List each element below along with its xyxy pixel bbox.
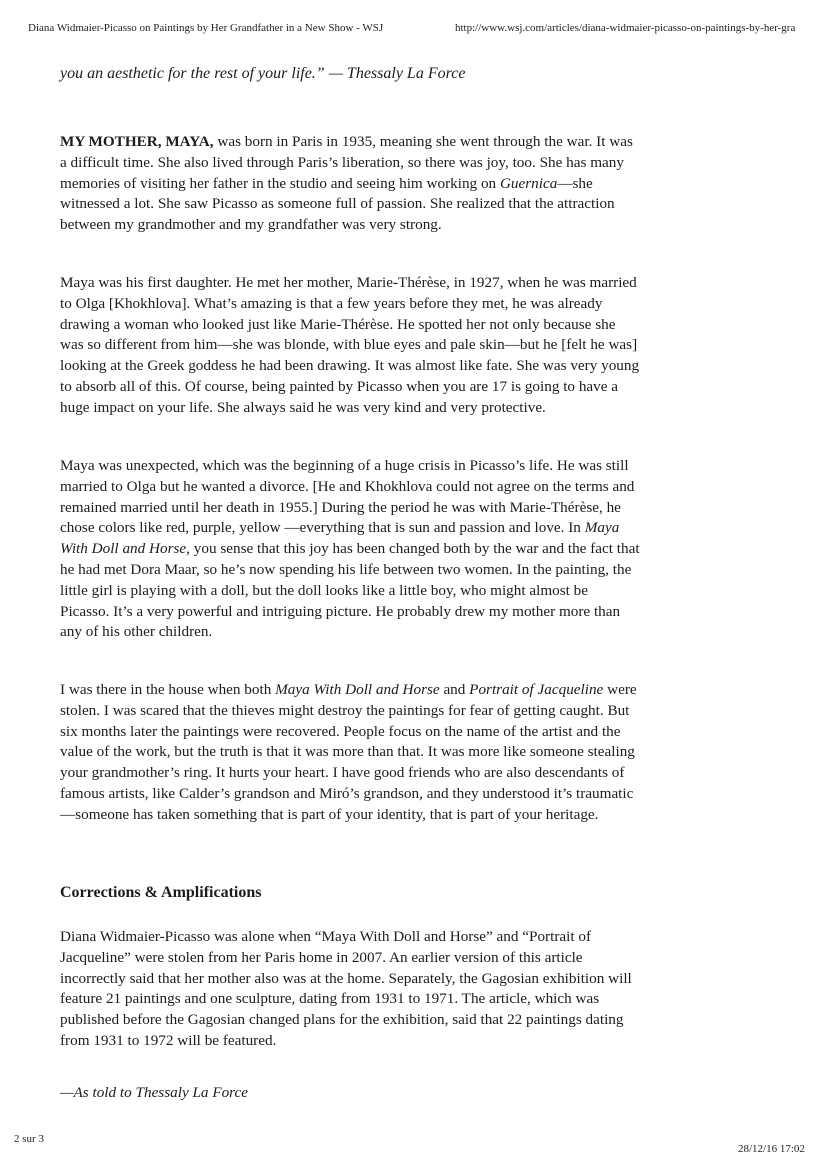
paragraph-lead: MY MOTHER, MAYA, [60, 133, 214, 150]
print-header-title: Diana Widmaier-Picasso on Paintings by Her Grandfather in a New Show - WSJ [28, 22, 384, 34]
paragraph-3-text-b: , you sense that this joy has been changed both by the war and the fact that he had met Dora Maar, so he’s now spending his life between two women. In the painting, the little girl is playing with a doll, but the doll looks like a little boy, who might almost be Picasso. It’s a very powerful and intriguing picture. He probably drew my mother more than any of his other children. [60, 540, 640, 641]
print-footer-page: 2 sur 3 [14, 1133, 44, 1145]
paragraph-4-text-b: were stolen. I was scared that the thieves might destroy the paintings for fear of getting caught. But six months later the paintings were recovered. People focus on the name of the artist and the value of the work, but the truth is that it was more than that. It was more like someone stealing your grandmother’s ring. It hurts your heart. I have good friends who are also descendants of famous artists, like Calder’s grandson and Miró’s grandson, and they understood it’s traumatic—someone has taken something that is part of your identity, that is part of your heritage. [60, 681, 637, 823]
paragraph-3 [60, 456, 640, 643]
paragraph-1-text-a: was born in Paris in 1935, meaning she went through the war. It was a difficult time. She also lived through Paris’s liberation, so there was joy, too. She has many memories of visiting her father in the studio and seeing him working on [60, 133, 633, 192]
quote-tail: you an aesthetic for the rest of your life.” — Thessaly La Force [60, 65, 466, 82]
paragraph-4-text-mid: and [439, 681, 470, 698]
work-title-guernica: Guernica [499, 174, 558, 192]
paragraph-4 [60, 680, 640, 826]
paragraph-4-text-a: I was there in the house when both [60, 681, 276, 698]
work-title-jacqueline: Portrait of Jacqueline [469, 681, 604, 698]
work-title-maya-2: Maya With Doll and Horse [275, 681, 440, 698]
paragraph-2: Maya was his first daughter. He met her mother, Marie-Thérèse, in 1927, when he was married to Olga [Khokhlova]. What’s amazing is that a few years before they met, he was already drawing a woman who looked just like Marie-Thérèse. He spotted her not only because she was so different from him—she was blonde, with blue eyes and pale skin—but he [felt he was] looking at the Greek goddess he had been drawing. It was almost like fate. She was very young to absorb all of this. Of course, being painted by Picasso when you are 17 is going to have a huge impact on your life. She always said he was very kind and very protective. [60, 274, 640, 416]
work-title-maya: Maya With Doll and Horse [60, 519, 620, 558]
signoff: —As told to Thessaly La Force [60, 1084, 249, 1101]
paragraph-3-text-a: Maya was unexpected, which was the beginning of a huge crisis in Picasso’s life. He was still married to Olga but he wanted a divorce. [He and Khokhlova could not agree on the terms and remained married until her death in 1955.] During the period he was with Marie-Thérèse, he chose colors like red, purple, yellow —everything that is sun and passion and love. In [60, 457, 635, 537]
paragraph-1 [60, 132, 640, 236]
paragraph-1-text-b: —she witnessed a lot. She saw Picasso as someone full of passion. She realized that the attraction between my grandmother and my grandfather was very strong. [60, 174, 615, 234]
print-header-url: http://www.wsj.com/articles/diana-widmaier-picasso-on-paintings-by-her-gra [455, 22, 796, 34]
corrections-paragraph: Diana Widmaier-Picasso was alone when “Maya With Doll and Horse” and “Portrait of Jacqueline” were stolen from her Paris home in 2007. An earlier version of this article incorrectly said that her mother also was at the home. Separately, the Gagosian exhibition will feature 21 paintings and one sculpture, dating from 1931 to 1971. The article, which was published before the Gagosian changed plans for the exhibition, said that 22 paintings dating from 1931 to 1972 will be featured. [60, 928, 632, 1049]
print-footer-datetime: 28/12/16 17:02 [738, 1143, 805, 1155]
corrections-heading: Corrections & Amplifications [60, 884, 262, 901]
